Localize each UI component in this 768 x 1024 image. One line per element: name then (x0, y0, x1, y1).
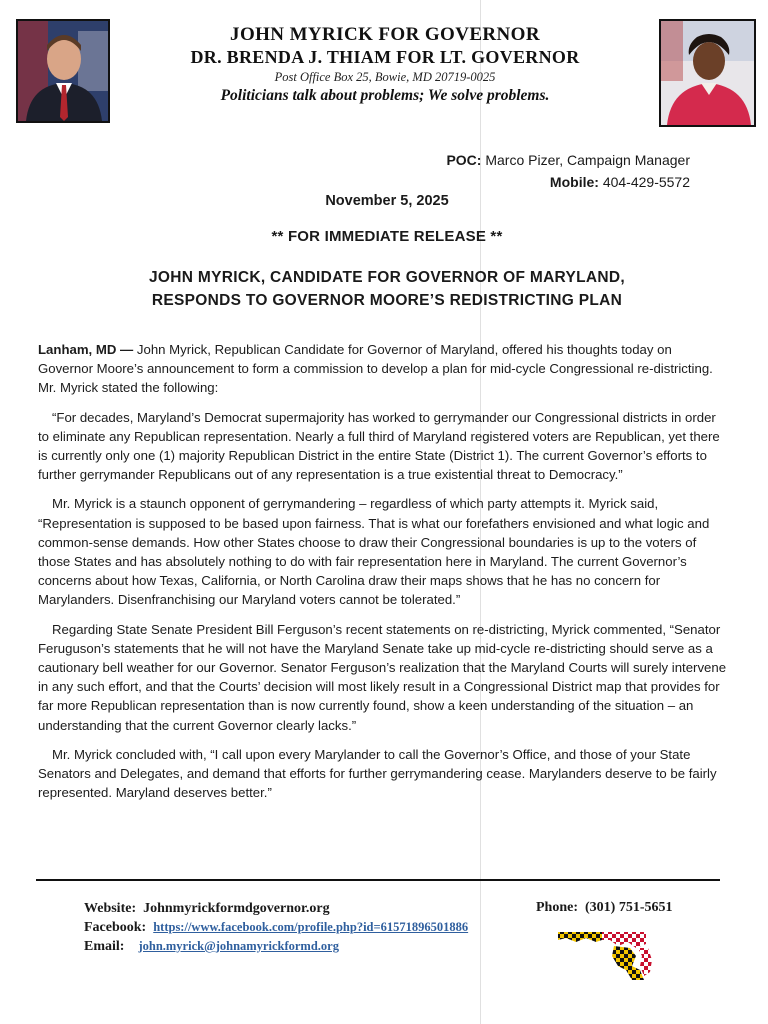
letterhead-governor-line: JOHN MYRICK FOR GOVERNOR (230, 24, 540, 45)
body-paragraph-1-text: John Myrick, Republican Candidate for Governor of Maryland, offered his thoughts today on Governor Moore’s announcement to form a commission to develop a plan for mid-cycle Congressional re-districting. Mr. Myrick stated the following: (38, 342, 713, 396)
phone-value[interactable]: (301) 751-5651 (585, 900, 673, 915)
facebook-line (84, 918, 468, 937)
mobile-line (446, 171, 690, 193)
email-label: Email: (84, 939, 125, 954)
facebook-link[interactable]: https://www.facebook.com/profile.php?id=61571896501886 (153, 920, 469, 934)
press-headline (0, 266, 768, 312)
facebook-label: Facebook: (84, 920, 147, 935)
dateline: Lanham, MD — (38, 342, 134, 357)
candidate-photo-thiam (659, 19, 756, 127)
poc-line (446, 149, 690, 171)
body-paragraph-1 (38, 340, 730, 398)
email-line (84, 937, 468, 956)
letterhead-slogan: Politicians talk about problems; We solve problems. (220, 87, 550, 104)
body-paragraph-5: Mr. Myrick concluded with, “I call upon every Marylander to call the Governor’s Office, and those of your State Senators and Delegates, and demand that efforts for further gerrymandering cease. Marylanders deserve to be fairly represented. Maryland deserves better.” (38, 746, 717, 801)
body-paragraph-2: “For decades, Maryland’s Democrat supermajority has worked to gerrymander our Congressional districts in order to eliminate any Republican representation. Nearly a full third of Maryland registered voters are Republican, yet there is currently only one (1) majority Republican District in the entire State (District 1). The current Governor’s efforts to further gerrymander Republicans out of any representation is a true existential threat to Democracy.” (38, 409, 720, 483)
contact-block (446, 149, 690, 193)
phone-line (536, 900, 673, 916)
phone-label: Phone: (536, 900, 578, 915)
website-line (84, 900, 468, 918)
mobile-label: Mobile: (549, 174, 599, 190)
body-paragraph-3: Mr. Myrick is a staunch opponent of gerrymandering – regardless of which party attempts it. Myrick said, “Representation is supposed to be based upon fairness. That is what our forefathers envisioned and what logic and common-sense demands. How other States choose to draw their Congressional boundaries is up to the voters of those States and has absolutely nothing to do with fair representation here in Maryland. The current Governor’s concerns about how Texas, California, or North Carolina draw their maps shows that he has no concern for Marylanders. Disenfranchising our Maryland voters cannot be tolerated.” (38, 496, 710, 608)
letterhead-lt-governor-line: DR. BRENDA J. THIAM FOR LT. GOVERNOR (190, 47, 580, 67)
release-date: November 5, 2025 (325, 193, 449, 209)
body-paragraph-4: Regarding State Senate President Bill Ferguson’s recent statements on re-districting, Myrick commented, “Senator Feruguson’s statements that he will not have the Maryland Senate take up mid-cycle re-districting should serve as a cautionary bell weather for our Governor. Senator Ferguson’s realization that the Maryland Courts will surely intervene in any such effort, and that the Courts’ decision will most likely result in a Congressional District map that provides for far more Republican representation than is now currently found, show a keen understanding of the situation – an understanding that the current Governor clearly lacks.” (38, 621, 727, 733)
letterhead-address: Post Office Box 25, Bowie, MD 20719-0025 (274, 70, 496, 84)
website-value[interactable]: Johnmyrickformdgovernor.org (143, 901, 330, 916)
headline-line-1: JOHN MYRICK, CANDIDATE FOR GOVERNOR OF MARYLAND, (149, 269, 625, 286)
poc-value: Marco Pizer, Campaign Manager (485, 152, 690, 168)
website-label: Website: (84, 901, 137, 916)
letterhead (110, 24, 660, 106)
press-body (38, 340, 730, 812)
headline-line-2: RESPONDS TO GOVERNOR MOORE’S REDISTRICTING PLAN (151, 292, 623, 309)
candidate-photo-myrick (16, 19, 110, 123)
footer-contact (84, 900, 468, 956)
mobile-value: 404-429-5572 (602, 174, 690, 190)
maryland-flag-map-icon (556, 926, 668, 984)
immediate-release-banner: ** FOR IMMEDIATE RELEASE ** (271, 228, 503, 245)
email-link[interactable]: john.myrick@johnamyrickformd.org (138, 939, 339, 953)
footer-divider (36, 879, 720, 881)
poc-label: POC: (446, 152, 482, 168)
